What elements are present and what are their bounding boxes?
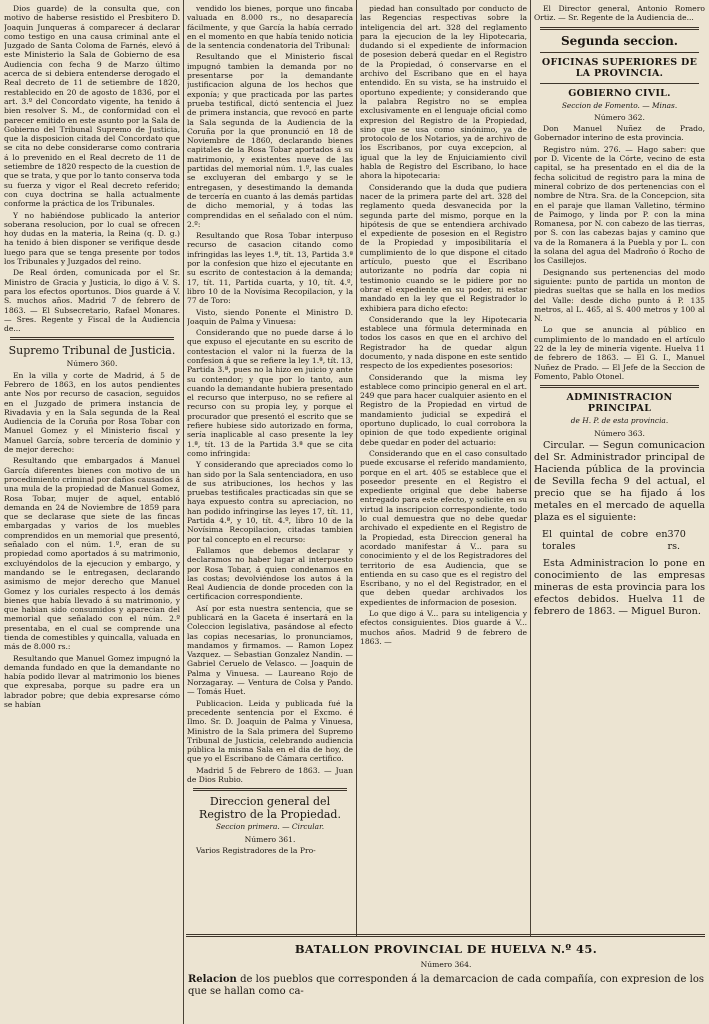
column-rule [530,0,531,936]
article-number: Número 361. [244,834,296,844]
section-subtitle: Seccion de Fomento. — Minas. [561,100,678,110]
circular-block [534,440,705,618]
admin-subtitle: de H. P. de esta provincia. [570,416,669,426]
paragraph: En la villa y corte de Madrid, á 5 de Febrero de 1863, en los autos pendientes ante Nos por recurso de casacion, seguidos en el Juzgado de primera instancia de Rivadavia y en la Sala segunda de la Real Audiencia de la Coruña por Rosa Tobar con Manuel Gomez y el Ministerio fiscal y Manuel García, sobre tercería de dominio y de mejor derecho: [4,370,180,455]
paragraph: Lo que se anuncia al público en cumplimiento de lo mandado en el artículo 22 de la ley de minería vigente. Huelva 11 de febrero de 1863. — El G. I., Manuel Nuñez de Prado. — El Jefe de la Seccion de Fomento, Pablo Otonel. [534,325,705,381]
section-title: Supremo Tribunal de Justicia. [8,344,176,358]
price-label: El quintal de cobre en torales [542,528,668,552]
paragraph: El Director general, Antonio Romero Ortiz. — Sr. Regente de la Audiencia de... [534,4,705,23]
article-number: Número 362. [594,112,645,122]
column-2 [187,4,353,1022]
paragraph: Designando sus pertenencias del modo siguiente: punto de partida un monton de piedras sueltas que se halla en los medios del Valle: desde dicho punto á P. 135 metros, al L. 465, al S. 400 metros y 100 al N. [534,267,705,324]
admin-title: ADMINISTRACION PRINCIPAL [566,392,673,415]
section-divider [193,788,347,791]
office-title: OFICINAS SUPERIORES DE LA PROVINCIA. [541,56,698,79]
footer-lead: Relacion [188,974,237,985]
paragraph: Resultando que embargados á Manuel García diferentes bienes con motivo de un procedimiento criminal por daños causados á una mula de la propiedad de Manuel Gomez, Rosa Tobar, mujer de aquel, entabló demanda en 24 de Noviembre de 1859 para que se declarase que siete de las fincas embargadas y varios de los muebles comprendidos en un memorial que presentó, señalado con el núm. 1.º, eran de su propiedad como aportados á su matrimonio, excluyéndolos de la ejecucion y embargo, y mandando se le entregasen, declarando asimismo de mejor derecho que Manuel Gomez y los curiales respecto á los demás bienes que había llevado á su matrimonio, y que habian sido consumidos y aparecian del memorial que señalado con el núm. 2.º presentaba, en el cual se comprende una tienda de comestibles y quincalla, valuada en más de 8.000 rs.: [4,456,180,652]
paragraph: Varios Registradores de la Pro- [196,845,316,855]
section-divider [540,83,699,84]
paragraph: De Real órden, comunicada por el Sr. Ministro de Gracia y Justicia, lo digo á V. S. para los efectos oportunos. Dios guarde á V. S. muchos años. Madrid 7 de febrero de 1863. — El Subsecretario, Rafael Monares. — Sres. Regente y Fiscal de la Audiencia de... [4,268,180,334]
paragraph: Considerando que no puede darse á lo que expuso el ejecutante en su escrito de contestacion el valor ni la fuerza de la confesion á que se refiere la ley 1.ª, tít. 13, Partida 3.ª, pues no la hizo en juicio y ante su contendor; y que por lo tanto, aun cuando la demandante hubiera presentado el recurso que interpuso, no se refiere al recurso con su propia ley, y porque el procurador que presentó el escrito que se refiere hubiese sido autorizado en forma, sería inaplicable al caso presente la ley 1.ª, tít. 13 de la Partida 3.ª que se cita como infringida: [187,328,353,458]
paragraph: piedad han consultado por conducto de las Regencias respectivas sobre la inteligencia del art. 328 del reglamento para la ejecucion de la ley Hipotecaria, dudando si el expediente de informacion de posesion deberá quedar en el Registro de la Propiedad, ó conservarse en el archivo del Escribano que en el haya entendido. En su vista, se ha instruido el oportuno expediente; y considerando que la palabra Registro no se emplea exclusivamente en el lenguaje oficial como expresion del Registro de la Propiedad, sino que se usa como sinónimo, ya de protocolo de los Notarios, ya de archivo de los Escribanos, por cuya excepcion, al igual que la ley de Enjuiciamiento civil habla de Registro del Escribano, lo hace ahora la hipotecaria: [360,4,527,181]
paragraph: Considerando que la misma ley establece como principio general en el art. 249 que para hacer cualquier asiento en el Registro de la Propiedad en virtud de mandamiento judicial se expedirá el oportuno duplicado, lo cual corrobora la opinion de que todo expediente original debe quedar en poder del actuario: [360,372,527,447]
signature-line: Madrid 5 de Febrero de 1863. — Juan de Dios Rubio. [187,765,353,785]
gobierno-title: GOBIERNO CIVIL. [568,87,671,99]
section-title: Direccion general del Registro de la Propiedad. [199,795,341,822]
footer-number: Número 364. [420,960,472,969]
paragraph: Publicacion. Leida y publicada fué la precedente sentencia por el Excmo. é Ilmo. Sr. D. Joaquin de Palma y Vinuesa, Ministro de la Sala primera del Supremo Tribunal de Justicia, celebrando audiencia pública la misma Sala en el dia de hoy, de que yo el Escribano de Cámara certifico. [187,698,353,764]
column-rule [183,0,184,1024]
column-rule [356,0,357,936]
paragraph: Esta Administracion lo pone en conocimiento de las empresas mineras de esta provincia para los efectos debidos. Huelva 11 de febrero de 1863. — Miguel Buron. [534,557,705,617]
price-value: 370 rs. [667,528,686,552]
paragraph: Considerando que la ley Hipotecaria establece una fórmula determinada en todos los casos en que en el archivo del Registrador ha de quedar algun documento, y nada dispone en este sentido respecto de los expedientes posesorios: [360,314,527,371]
column-4 [534,4,705,932]
column-1 [4,4,180,1022]
paragraph: Así por esta nuestra sentencia, que se publicará en la Gaceta é insertará en la Coleccion legislativa, pasándose al efecto las copias necesarias, lo pronunciamos, mandamos y firmamos. — Ramon Lopez Vazquez. — Sebastian Gonzalez Nandin. — Gabriel Ceruelo de Velasco. — Joaquin de Palma y Vinuesa. — Laureano Rojo de Norzagaray. — Ventura de Colsa y Pando. — Tomás Huet. [187,603,353,697]
paragraph: Resultando que el Ministerio fiscal impugnó tambien la demanda por no presentarse por la demandante justificacion alguna de los hechos que exponía; y que practicada por las partes prueba testifical, dictó sentencia el Juez de primera instancia, que revocó en parte la Sala segunda de la Audiencia de la Coruña por la que pronunció en 18 de Noviembre de 1860, declarando bienes capitales de la Rosa Tobar aportados á su matrimonio, y existentes nueve de las partidas del memorial núm. 1.º, las cuales se excluyeran del embargo y se le entregasen, y desestimando la demanda de tercería en cuanto á las demás partidas de dicho memorial, y á todas las comprendidas en el señalado con el núm. 2.º: [187,52,353,229]
article-number: Número 360. [66,359,118,369]
paragraph: Registro núm. 276. — Hago saber: que por D. Vicente de la Córte, vecino de esta capital, se ha presentado en el dia de la fecha solicitud de registro para la mina de mineral cobrizo de dos pertenencias con el nombre de Ntra. Sra. de la Concepcion, sita en el paraje que llaman Valletino, término de Paimogo, y linda por P. con la mina Romanesa, por N. con cabezo de las tierras, por S. con las cabezas bajas y camino que va de la Romanera á la Puebla y por L. con la solana del agua del Madroño ó Rocho de los Casillejos. [534,144,705,266]
paragraph: Considerando que en el caso consultado puede excusarse el referido mandamiento, porque en el art. 405 se establece que el poseedor presente en el Registro el expediente original que debe haberse entregado para este efecto, y solicite en su virtud la inscripcion correspondiente, todo lo cual demuestra que no debe quedar archivado el expediente en el Registro de la Propiedad, esta Direccion general ha acordado manifestar á V... para su conocimiento y el de los Registradores del territorio de esa Audiencia, que se entienda en su caso que es el registro del Escribano, y no el del Registrador, en el que deben quedar archivados los expedientes de informacion de posesion. [360,448,527,607]
paragraph: Fallamos que debemos declarar y declaramos no haber lugar al interpuesto por Rosa Tobar, á quien condenamos en las costas; devolviéndose los autos á la Real Audiencia de donde proceden con la certificacion correspondiente. [187,545,353,602]
footer-body: de los pueblos que corresponden á la demarcacion de cada compañía, con expresion de los que se hallan como ca- [188,974,704,997]
paragraph: Resultando que Manuel Gomez impugnó la demanda fundado en que la demandante no había podido llevar al matrimonio los bienes que expresaba, porque su padre era un labrador pobre; que debia expresarse cómo se habían [4,653,180,710]
section-divider [10,337,174,340]
paragraph: Dios guarde) de la consulta que, con motivo de haberse resistido el Presbitero D. Joaquin Junqueras á comparecer á declarar como testigo en una causa criminal ante el Juzgado de Santa Coloma de Farnés, elevó á este Ministerio la Sala de Gobierno de esa Audiencia con fecha 9 de Marzo último acerca de si debiera entenderse derogado el Real decreto de 11 de setiembre de 1820, restablecido en 20 de agosto de 1836, por el art. 3.º del Concordato vigente, ha tenido á bien resolver S. M., de conformidad con el parecer emitido en este asunto por la Sala de Gobierno del Tribunal Supremo de Justicia, que la disposicion citada del Concordato que se cita no debe considerarse como contraria á lo prevenido en el Real decreto de 11 de setiembre de 1820 respecto de la cuestion de que se trata, y que por lo tanto conserva toda su fuerza y vigor el Real decreto referido; con cuya doctrina se halla actualmente conforme la práctica de los Tribunales. [4,4,180,209]
price-row [542,529,697,553]
footer-text [188,974,704,998]
paragraph: Resultando que Rosa Tobar interpuso recurso de casacion citando como infringidas las leyes 1.ª, tít. 13, Partida 3.ª por la confesion que hizo el ejecutante en su escrito de contestacion á la demanda; 17, tít. 11, Partida cuarta, y 10, tít. 4.º, libro 10 de la Novísima Recopilacion, y la 77 de Toro: [187,231,353,306]
paragraph: Considerando que la duda que pudiera nacer de la primera parte del art. 328 del reglamento queda desvanecida por la segunda parte del mismo, porque en la hipótesis de que se entendiera archivado el expediente de posesion en el Registro de la Propiedad y imposibilitaría el cumplimiento de lo que dispone el citado artículo, puesto que el Escribano autorizante no podría dar copia ni testimonio cuando se le pidiere por no obrar el expediente en su poder, ni estar mandado en la ley que el Registrador lo exhibiera para dicho efecto: [360,182,527,313]
section-title: Segunda seccion. [561,33,678,48]
section-divider [540,27,699,30]
paragraph: Y no habiéndose publicado la anterior soberana resolucion, por lo cual se ofrecen hoy dudas en la materia, la Reina (q. D. g.) ha tenido á bien disponer se verifique desde luego para que se tenga presente por todos los Tribunales y Juzgados del reino. [4,210,180,267]
section-divider [540,385,699,388]
section-divider [540,52,699,53]
paragraph: vendido los bienes, porque uno fincaba valuada en 8.000 rs., no desaparecía fácilmente, y que García la había cerrado en el momento en que había tenido noticia de la sentencia condenatoria del Tribunal: [187,4,353,51]
footer-divider [186,934,705,937]
column-3 [360,4,527,932]
article-number: Número 363. [594,428,645,438]
section-subtitle: Seccion primera. — Circular. [215,822,325,832]
paragraph: Don Manuel Nuñez de Prado, Gobernador interino de esta provincia. [534,124,705,143]
paragraph: Visto, siendo Ponente el Ministro D. Joaquin de Palma y Vinuesa: [187,307,353,326]
paragraph: Lo que digo á V... para su inteligencia y efectos consiguientes. Dios guarde á V... muchos años. Madrid 9 de febrero de 1863. — [360,609,527,646]
paragraph: Circular. — Segun comunicacion del Sr. Administrador principal de Hacienda pública de la provincia de Sevilla fecha 9 del actual, el precio que se ha fijado á los metales en el mercado de aquella plaza es el siguiente: [534,439,705,523]
footer-title: BATALLON PROVINCIAL DE HUELVA N.º 45. [294,942,598,956]
paragraph: Y considerando que apreciados como lo han sido por la Sala sentenciadora, en uso de sus atribuciones, los hechos y las pruebas testificales practicadas sin que se haya expuesto contra su apreciacion, no han podido infringirse las leyes 17, tít. 11, Partida 4.ª, y 10, tít. 4.º, libro 10 de la Novísima Recopilacion, citadas tambien por tal concepto en el recurso: [187,460,353,544]
